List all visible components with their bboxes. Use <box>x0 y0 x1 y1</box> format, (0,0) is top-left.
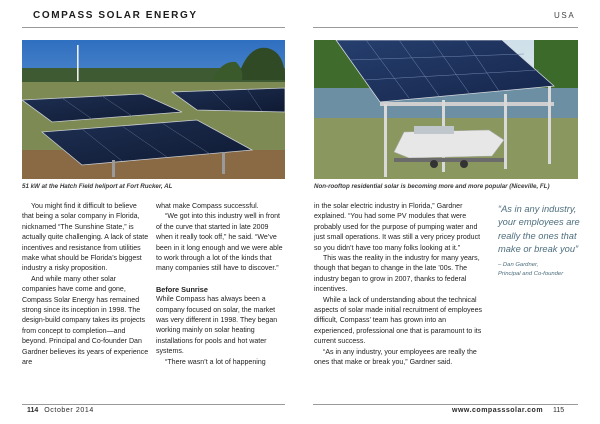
left-page-number: 114 <box>27 407 39 414</box>
col1-paragraph-2: And while many other solar companies have come and gone, Compass Solar Energy has remained strong since its inception in 1998. The design-build company takes its projects from concept to completion—and beyond. Principal and Co-founder Dan Gardner believes its years of experience are <box>22 275 149 367</box>
col2-paragraph-2: “We got into this industry well in front of the curve that started in late 2009 when it really took off,” he said. “We’ve been in it long enough and we were able to work through a lot of the kinds that many companies still have to discover.” <box>156 213 283 273</box>
left-footer <box>27 407 94 414</box>
col1-paragraph-1: You might find it difficult to believe that being a solar company in Florida, nicknamed “The Sunshine State,” is actually quite challenging. A lack of state incentives and resistance from utilities make what should be Florida’s biggest industry a risky proposition. <box>22 203 149 273</box>
header-rule-left <box>22 27 285 28</box>
pull-quote-attribution <box>498 261 584 279</box>
left-photo <box>22 40 285 179</box>
col2-paragraph-4: “There wasn’t a lot of happening <box>165 358 266 366</box>
article-column-3 <box>314 202 486 369</box>
right-footer <box>452 407 564 414</box>
solar-carport-image <box>314 40 578 179</box>
article-column-1 <box>22 202 150 369</box>
header-rule-right <box>313 27 578 28</box>
region-label: USA <box>554 11 576 20</box>
col3-paragraph-2: This was the reality in the industry for many years, though that began to change in the late ’00s. The industry began to grow in 2007, thanks to federal incentives. <box>314 255 480 294</box>
right-photo-caption: Non-rooftop residential solar is becoming more and more popular (Niceville, FL) <box>314 183 550 190</box>
right-page-number: 115 <box>553 407 565 414</box>
col3-paragraph-1: in the solar electric industry in Florida,” Gardner explained. “You had some PV modules that were probably used for the purpose of pumping water and just small operations. It was still a very pricey product so you didn’t have too many folks looking at it.” <box>314 203 481 252</box>
solar-field-image <box>22 40 285 179</box>
col3-paragraph-4: “As in any industry, your employees are really the ones that make or break you,” Gardner said. <box>314 348 477 367</box>
col2-paragraph-3: While Compass has always been a company focused on solar, the market was very different in 1998. They began working mainly on solar heating installations for pools and hot water systems. <box>156 296 278 356</box>
footer-rule-right <box>313 404 578 405</box>
col2-paragraph-1: what make Compass successful. <box>156 203 259 210</box>
left-photo-caption: 51 kW at the Hatch Field heliport at Fort Rucker, AL <box>22 183 173 190</box>
issue-date: October 2014 <box>44 407 94 414</box>
pull-quote: “As in any industry, your employees are really the ones that make or break you” <box>498 204 580 255</box>
footer-rule-left <box>22 404 285 405</box>
article-column-2 <box>156 202 285 368</box>
right-photo <box>314 40 578 179</box>
attribution-name: – Dan Gardner, <box>498 262 539 268</box>
section-subhead: Before Sunrise <box>156 284 208 294</box>
website-link[interactable]: www.compasssolar.com <box>452 407 544 414</box>
col3-paragraph-3: While a lack of understanding about the technical aspects of solar made initial recruitment of employees difficult, Compass’ team has grown into an experienced, professional one that is paramount to its current success. <box>314 296 483 346</box>
publication-title: COMPASS SOLAR ENERGY <box>33 10 198 21</box>
attribution-title: Principal and Co-founder <box>498 271 564 278</box>
